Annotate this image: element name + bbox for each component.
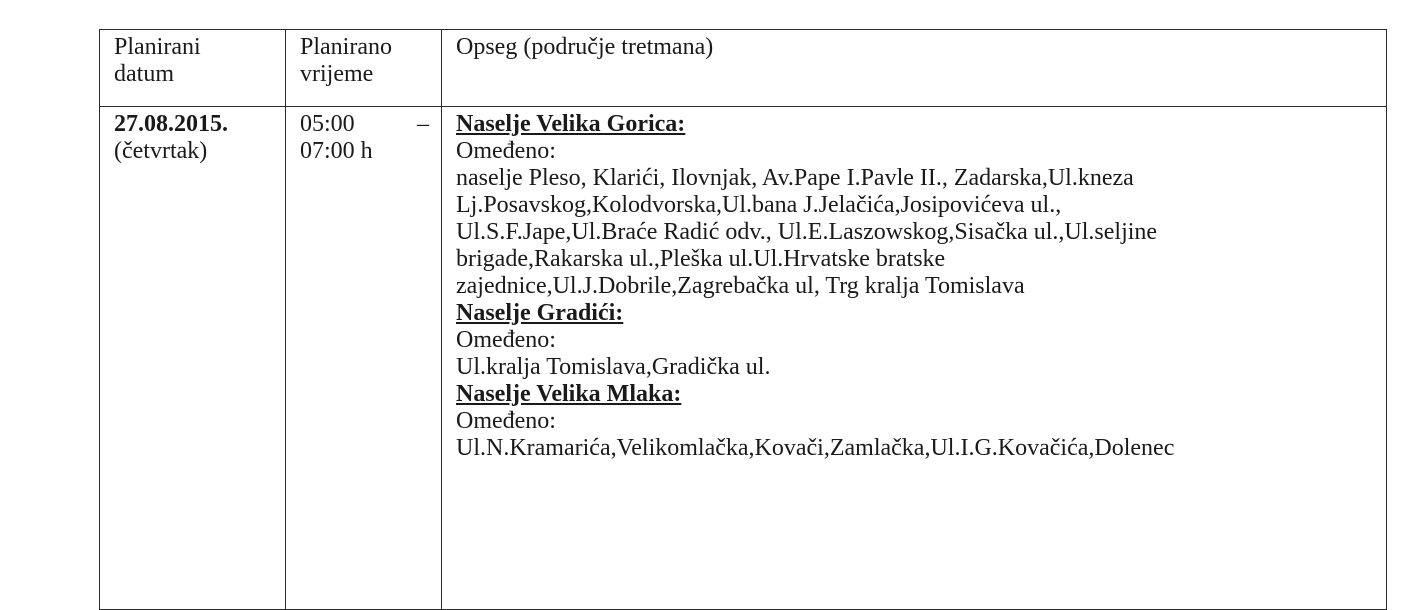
settlement-name: Naselje Velika Gorica: xyxy=(456,111,686,137)
header-date-line-2: datum xyxy=(114,61,174,87)
street-list-line: Lj.Posavskog,Kolodvorska,Ul.bana J.Jelačića,Josipovićeva ul., xyxy=(456,192,1062,218)
settlement-name: Naselje Gradići: xyxy=(456,300,624,326)
bounded-label: Omeđeno: xyxy=(456,138,556,164)
table-row xyxy=(100,107,1387,610)
cell-date xyxy=(100,107,286,610)
header-date-line-1: Planirani xyxy=(114,34,201,60)
header-planned-time xyxy=(286,30,442,107)
street-list-line: naselje Pleso, Klarići, Ilovnjak, Av.Pape I.Pavle II., Zadarska,Ul.kneza xyxy=(456,165,1134,191)
planned-day-value: (četvrtak) xyxy=(114,138,208,164)
cell-scope xyxy=(442,107,1387,610)
bounded-label: Omeđeno: xyxy=(456,408,556,434)
settlement-name: Naselje Velika Mlaka: xyxy=(456,381,682,407)
street-list-line: Ul.N.Kramarića,Velikomlačka,Kovači,Zamlačka,Ul.I.G.Kovačića,Dolenec xyxy=(456,435,1175,461)
settlement-block xyxy=(456,111,1378,300)
street-list-line: brigade,Rakarska ul.,Pleška ul.Ul.Hrvatske bratske xyxy=(456,246,946,272)
time-start-line xyxy=(300,111,433,138)
bounded-label: Omeđeno: xyxy=(456,327,556,353)
street-list-line: Ul.S.F.Jape,Ul.Braće Radić odv., Ul.E.Laszowskog,Sisačka ul.,Ul.seljine xyxy=(456,219,1158,245)
settlement-block xyxy=(456,300,1378,381)
time-start-value: 05:00 xyxy=(300,111,355,137)
planned-date-value: 27.08.2015. xyxy=(114,111,228,137)
header-time-line-1: Planirano xyxy=(300,34,392,60)
header-time-line-2: vrijeme xyxy=(300,61,374,87)
table-header-row xyxy=(100,30,1387,107)
header-planned-date xyxy=(100,30,286,107)
time-separator: – xyxy=(417,111,429,137)
time-end-value: 07:00 h xyxy=(300,138,373,164)
header-scope xyxy=(442,30,1387,107)
street-list-line: zajednice,Ul.J.Dobrile,Zagrebačka ul, Trg kralja Tomislava xyxy=(456,273,1025,299)
settlement-block xyxy=(456,381,1378,462)
treatment-schedule-table xyxy=(99,29,1387,610)
header-scope-label: Opseg (područje tretmana) xyxy=(456,34,714,60)
street-list-line: Ul.kralja Tomislava,Gradička ul. xyxy=(456,354,771,380)
cell-time xyxy=(286,107,442,610)
